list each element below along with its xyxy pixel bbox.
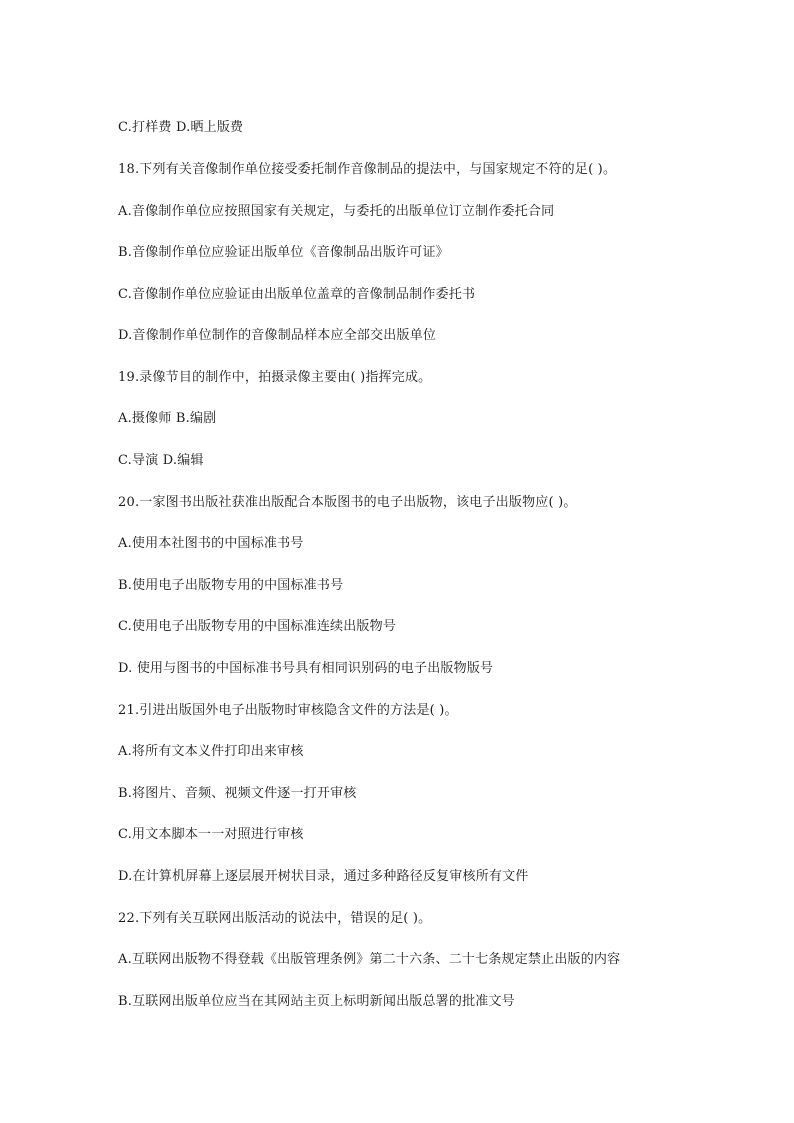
option-line: B.使用电子出版物专用的中国标准书号 [118, 578, 344, 593]
question-line: 21.引进出版国外电子出版物时审核隐含文件的方法是( )。 [118, 703, 458, 718]
option-line: A.将所有文本义件打印出来审核 [118, 744, 304, 759]
question-line: 22.下列有关互联网出版活动的说法中，错误的足( )。 [118, 911, 432, 926]
option-line: C.导演 D.编辑 [118, 453, 204, 468]
option-line: A.使用本社图书的中国标准书号 [118, 536, 304, 551]
option-line: D. 使用与图书的中国标准书号具有相同识别码的电子出版物版号 [118, 661, 494, 676]
question-line: 19.录像节目的制作中，拍摄录像主要由( )指挥完成。 [118, 370, 432, 385]
option-line: C.用文本脚本一一对照进行审核 [118, 827, 304, 842]
option-line: D.音像制作单位制作的音像制品样本应全部交出版单位 [118, 328, 437, 343]
option-line: B.互联网出版单位应当在其网站主页上标明新闻出版总署的批准文号 [118, 994, 515, 1009]
option-line: D.在计算机屏幕上逐层展开树状目录，通过多种路径反复审核所有文件 [118, 869, 529, 884]
option-line: A.摄像师 B.编剧 [118, 411, 217, 426]
option-line: B.音像制作单位应验证出版单位《音像制品出版许可证》 [118, 245, 449, 260]
option-line: C.使用电子出版物专用的中国标准连续出版物号 [118, 619, 397, 634]
question-line: 20.一家图书出版社获准出版配合本版图书的电子出版物，该电子出版物应( )。 [118, 495, 577, 510]
option-line: C.打样费 D.晒上版费 [118, 120, 244, 135]
option-line: A.音像制作单位应按照国家有关规定，与委托的出版单位订立制作委托合同 [118, 204, 555, 219]
option-line: C.音像制作单位应验证由出版单位盖章的音像制品制作委托书 [118, 287, 476, 302]
question-line: 18.下列有关音像制作单位接受委托制作音像制品的提法中，与国家规定不符的足( )。 [118, 162, 617, 177]
option-line: A.互联网出版物不得登载《出版管理条例》第二十六条、二十七条规定禁止出版的内容 [118, 952, 621, 967]
option-line: B.将图片、音频、视频文件逐一打开审核 [118, 786, 357, 801]
